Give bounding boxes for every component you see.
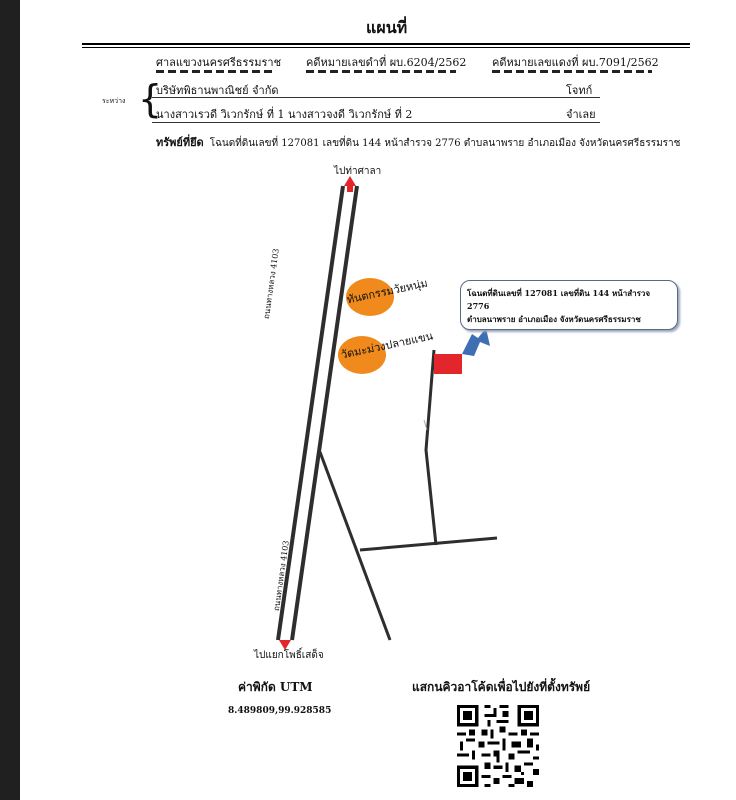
- property-lane: [426, 350, 436, 545]
- branch-road: [320, 452, 390, 640]
- south-direction-label: ไปแยกโพธิ์เสด็จ: [254, 650, 324, 661]
- utm-label: ค่าพิกัด UTM: [238, 680, 313, 694]
- north-direction-label: ไปท่าศาลา: [334, 166, 382, 177]
- road-label-lower: ถนนทางหลวง 4103: [271, 540, 291, 612]
- north-arrow-stem: [347, 186, 353, 192]
- red-case-number: คดีหมายเลขแดงที่ ผบ.7091/2562: [492, 56, 659, 69]
- black-case-number: คดีหมายเลขดำที่ ผบ.6204/2562: [306, 56, 467, 69]
- defendants-names: นางสาวเรวดี วิเวกรักษ์ ที่ 1 นางสาวจงดี วิเวกรักษ์ ที่ 2: [156, 108, 413, 121]
- between-label: ระหว่าง: [102, 97, 126, 105]
- qr-code-icon[interactable]: [454, 702, 542, 790]
- plaintiff-role: โจทก์: [566, 84, 593, 97]
- callout-line-1: โฉนดที่ดินเลขที่ 127081 เลขที่ดิน 144 หน้าสำรวจ 2776: [467, 288, 651, 311]
- brace-icon: {: [138, 77, 163, 121]
- landmark-1-label: ทันตกรรมวัยหนุ่ม: [345, 276, 429, 307]
- callout-line-2: ตำบลนาพราย อำเภอเมือง จังหวัดนครศรีธรรมราช: [467, 314, 641, 324]
- highway-line-right: [292, 186, 357, 640]
- landmark-2-label: วัดมะม่วงปลายแขน: [339, 329, 435, 362]
- property-marker: [434, 354, 462, 374]
- property-callout: [460, 280, 678, 330]
- plaintiff-name: บริษัทพิธานพาณิชย์ จำกัด: [156, 84, 279, 97]
- seized-label: ทรัพย์ที่ยึด: [156, 136, 204, 149]
- callout-arrow-icon: [462, 328, 490, 356]
- seized-detail: โฉนดที่ดินเลขที่ 127081 เลขที่ดิน 144 หน้าสำรวจ 2776 ตำบลนาพราย อำเภอเมือง จังหวัดนครศรีธรรมราช: [209, 138, 681, 149]
- page-title: แผนที่: [366, 18, 408, 37]
- court-name: ศาลแขวงนครศรีธรรมราช: [156, 56, 282, 69]
- utm-value: 8.489809,99.928585: [228, 706, 332, 716]
- road-label-upper: ถนนทางหลวง 4103: [261, 248, 281, 320]
- qr-label: แสกนคิวอาโค้ดเพื่อไปยังที่ตั้งทรัพย์: [412, 680, 591, 694]
- defendants-role: จำเลย: [566, 108, 596, 121]
- cross-road: [360, 538, 497, 550]
